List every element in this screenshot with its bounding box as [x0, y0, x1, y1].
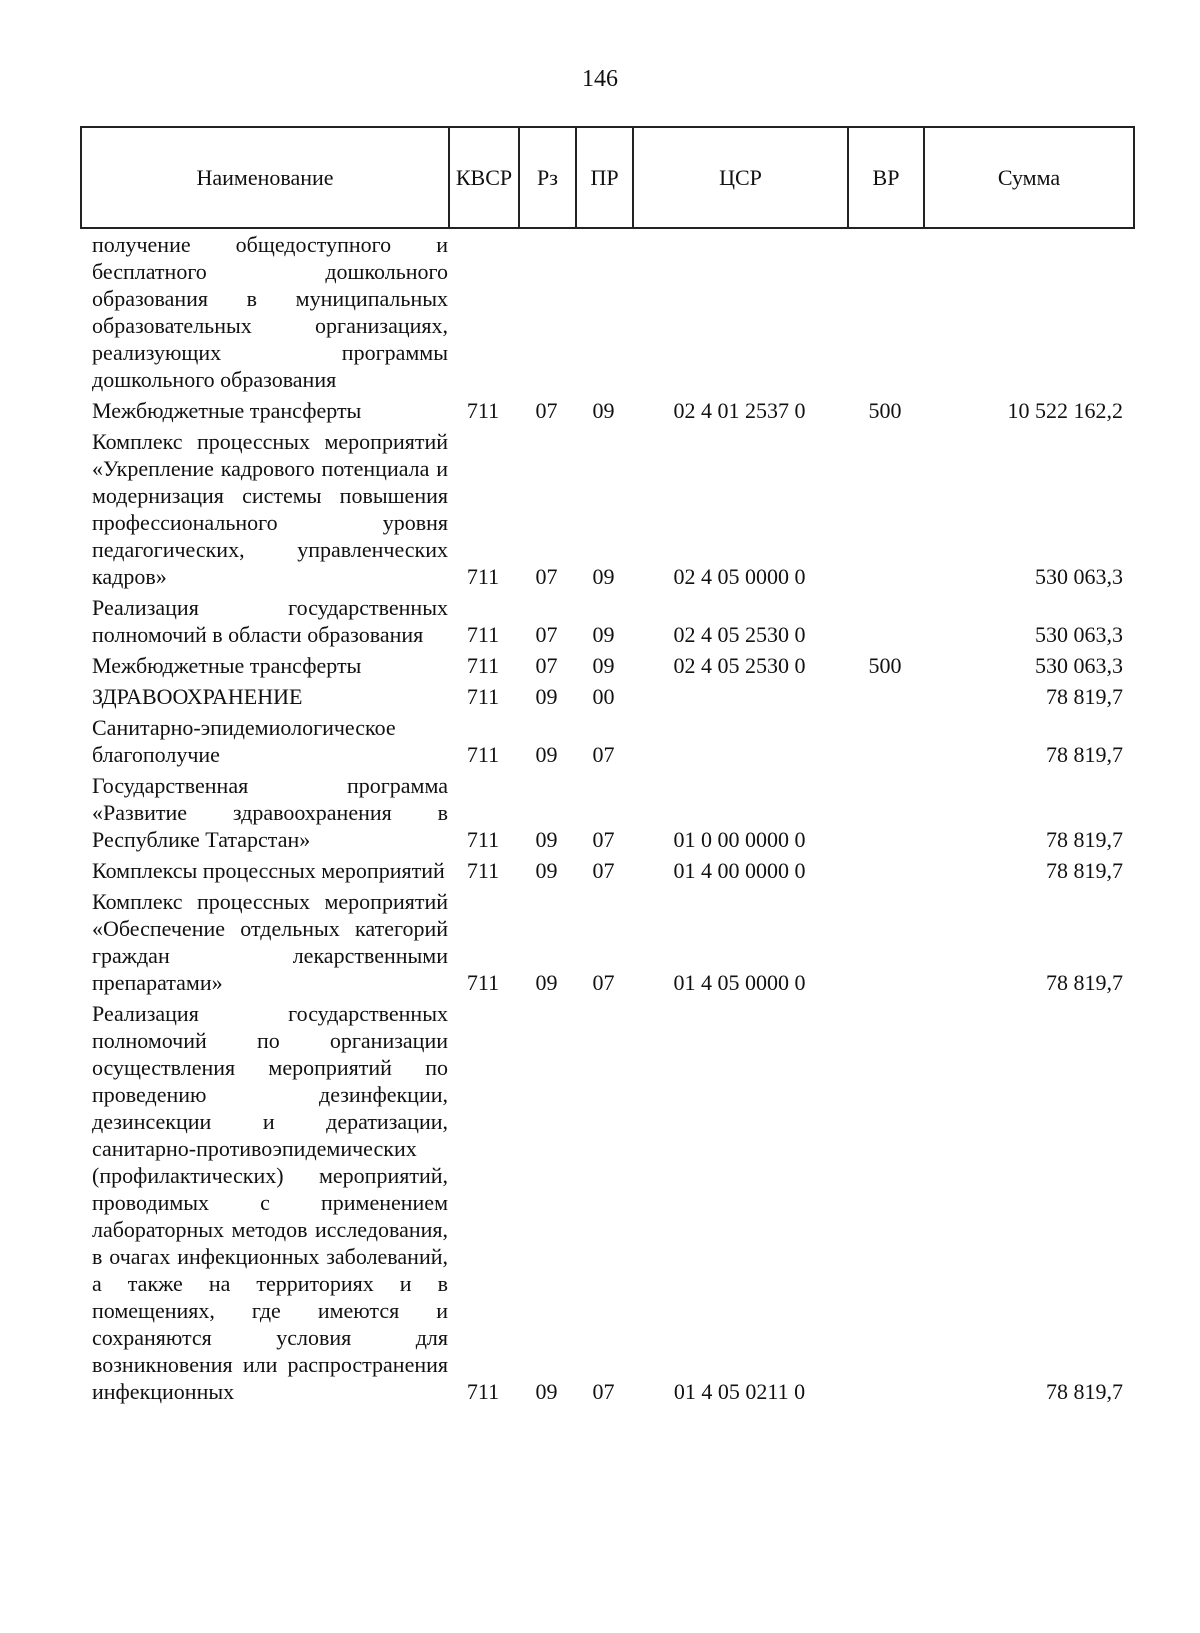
table-row — [80, 683, 1133, 710]
table-row — [80, 231, 1133, 393]
row-csr: 01 4 05 0211 0 — [673, 1379, 806, 1404]
column-header-rz: Рз — [519, 127, 576, 228]
row-kvsr: 711 — [466, 398, 500, 423]
row-name: ЗДРАВООХРАНЕНИЕ — [92, 684, 303, 709]
row-name: Комплексы процессных мероприятий — [92, 858, 445, 883]
row-sum: 78 819,7 — [1046, 970, 1123, 995]
row-pr: 07 — [592, 970, 615, 995]
row-kvsr: 711 — [466, 684, 500, 709]
row-kvsr: 711 — [466, 858, 500, 883]
row-csr: 02 4 01 2537 0 — [673, 398, 806, 423]
page-number: 146 — [582, 66, 618, 92]
row-pr: 07 — [592, 1379, 615, 1404]
row-name: Реализация государственных полномочий по организации осуществления мероприятий по проведению дезинфекции, дезинсекции и дератизации, санитарно-противоэпидемических (профилактических) мероприятий, проводимых с применением лабораторных методов исследования, в очагах инфекционных заболеваний, а также на территориях и в помещениях, где имеются и сохраняются условия для возникновения или распространения инфекционных — [92, 1001, 448, 1404]
row-pr: 09 — [592, 564, 615, 589]
table-row — [80, 714, 1133, 768]
row-kvsr: 711 — [466, 622, 500, 647]
table-header — [80, 126, 1135, 229]
row-sum: 530 063,3 — [1035, 622, 1123, 647]
row-pr: 09 — [592, 653, 615, 678]
row-vr: 500 — [868, 653, 902, 678]
table-row — [80, 652, 1133, 679]
row-vr: 500 — [868, 398, 902, 423]
table-row — [80, 1000, 1133, 1405]
row-csr: 02 4 05 2530 0 — [673, 653, 806, 678]
row-sum: 530 063,3 — [1035, 653, 1123, 678]
row-name: Реализация государственных полномочий в области образования — [92, 595, 448, 647]
row-kvsr: 711 — [466, 653, 500, 678]
table-body — [80, 231, 1133, 1409]
row-sum: 78 819,7 — [1046, 684, 1123, 709]
row-rz: 09 — [535, 684, 558, 709]
row-sum: 78 819,7 — [1046, 1379, 1123, 1404]
row-rz: 07 — [535, 564, 558, 589]
row-sum: 78 819,7 — [1046, 858, 1123, 883]
row-name: Государственная программа «Развитие здравоохранения в Республике Татарстан» — [92, 773, 448, 852]
table-row — [80, 857, 1133, 884]
row-sum: 530 063,3 — [1035, 564, 1123, 589]
row-sum: 78 819,7 — [1046, 742, 1123, 767]
row-csr: 01 4 05 0000 0 — [673, 970, 806, 995]
table-row — [80, 772, 1133, 853]
table-row — [80, 428, 1133, 590]
row-pr: 09 — [592, 622, 615, 647]
column-header-kvsr: КВСР — [449, 127, 519, 228]
row-kvsr: 711 — [466, 742, 500, 767]
row-kvsr: 711 — [466, 564, 500, 589]
row-sum: 78 819,7 — [1046, 827, 1123, 852]
row-pr: 00 — [592, 684, 615, 709]
table-row — [80, 397, 1133, 424]
row-csr: 01 4 00 0000 0 — [673, 858, 806, 883]
column-header-name: Наименование — [81, 127, 449, 228]
row-rz: 07 — [535, 398, 558, 423]
row-pr: 07 — [592, 742, 615, 767]
row-rz: 07 — [535, 653, 558, 678]
row-rz: 09 — [535, 827, 558, 852]
row-rz: 09 — [535, 858, 558, 883]
table-row — [80, 594, 1133, 648]
row-csr: 02 4 05 2530 0 — [673, 622, 806, 647]
column-header-pr: ПР — [576, 127, 633, 228]
row-name: Межбюджетные трансферты — [92, 653, 362, 678]
column-header-vr: ВР — [848, 127, 924, 228]
row-kvsr: 711 — [466, 970, 500, 995]
row-rz: 09 — [535, 970, 558, 995]
row-sum: 10 522 162,2 — [1007, 398, 1123, 423]
table-row — [80, 888, 1133, 996]
row-kvsr: 711 — [466, 1379, 500, 1404]
row-pr: 09 — [592, 398, 615, 423]
row-rz: 09 — [535, 1379, 558, 1404]
column-header-csr: ЦСР — [633, 127, 848, 228]
row-name: Комплекс процессных мероприятий «Укрепление кадрового потенциала и модернизация системы повышения профессионального уровня педагогических, управленческих кадров» — [92, 429, 448, 589]
row-csr: 02 4 05 0000 0 — [673, 564, 806, 589]
column-header-sum: Сумма — [924, 127, 1134, 228]
row-name: Комплекс процессных мероприятий «Обеспечение отдельных категорий граждан лекарственными препаратами» — [92, 889, 448, 995]
row-name: Межбюджетные трансферты — [92, 398, 362, 423]
row-name: получение общедоступного и бесплатного дошкольного образования в муниципальных образовательных организациях, реализующих программы дошкольного образования — [92, 232, 448, 392]
row-name: Санитарно-эпидемиологическое благополучие — [92, 715, 396, 767]
row-pr: 07 — [592, 858, 615, 883]
row-pr: 07 — [592, 827, 615, 852]
row-rz: 07 — [535, 622, 558, 647]
row-kvsr: 711 — [466, 827, 500, 852]
row-rz: 09 — [535, 742, 558, 767]
row-csr: 01 0 00 0000 0 — [673, 827, 806, 852]
